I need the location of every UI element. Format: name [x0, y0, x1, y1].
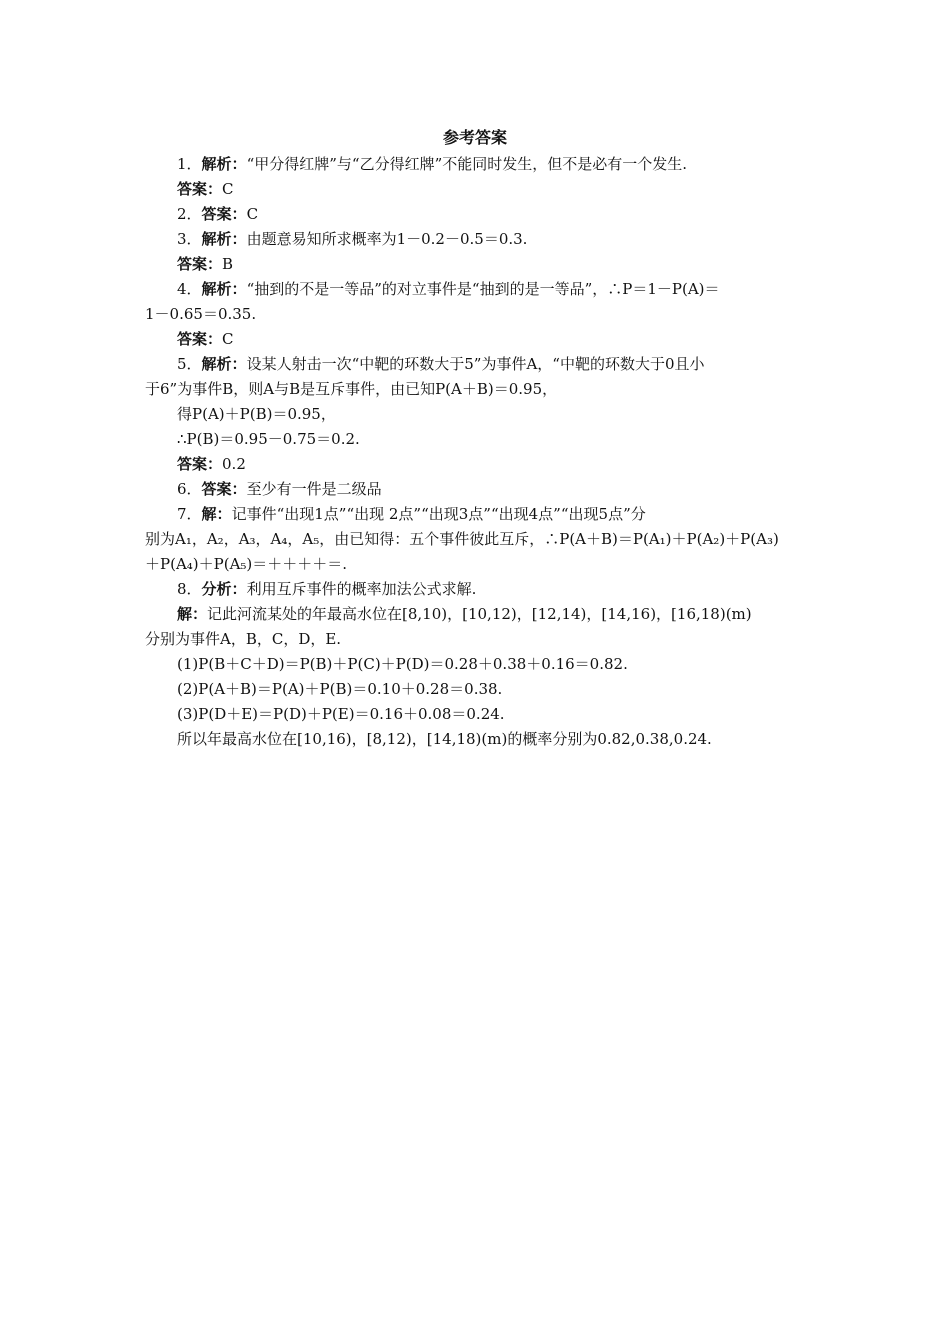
item-label: 答案： — [177, 255, 223, 273]
item-text: 于6”为事件B，则A与B是互斥事件，由已知P(A＋B)＝0.95， — [145, 380, 558, 398]
item-text: 别为A₁，A₂，A₃，A₄，A₅，由已知得：五个事件彼此互斥，∴P(A＋B)＝P(A₁)＋P(A₂)＋P(A₃) — [145, 530, 779, 548]
answer-7-solution-cont — [145, 527, 813, 552]
item-label: 答案： — [201, 480, 247, 498]
item-label: 解析： — [201, 230, 247, 248]
item-number: 2． — [177, 205, 202, 223]
item-text: C — [246, 205, 259, 223]
item-text: 利用互斥事件的概率加法公式求解. — [246, 580, 477, 598]
answer-6-answer — [145, 477, 813, 502]
item-number: 3． — [177, 230, 202, 248]
item-label: 解析： — [201, 355, 247, 373]
answer-7-solution-cont — [145, 552, 813, 577]
item-number: 1． — [177, 155, 202, 173]
item-text: ＋P(A₄)＋P(A₅)＝＋＋＋＋＝. — [145, 555, 348, 573]
answer-5-step — [145, 402, 813, 427]
answer-4-answer — [145, 327, 813, 352]
item-text: 记此河流某处的年最高水位在[8,10)，[10,12)，[12,14)，[14,16)，[16,18)(m) — [207, 605, 752, 623]
item-label: 答案： — [201, 205, 247, 223]
answer-3-answer — [145, 252, 813, 277]
item-text: C — [222, 180, 234, 198]
answer-4-analysis — [145, 277, 813, 302]
item-text: ∴P(B)＝0.95－0.75＝0.2. — [177, 430, 360, 448]
item-label: 解析： — [201, 280, 247, 298]
item-label: 答案： — [177, 455, 223, 473]
item-text: C — [222, 330, 234, 348]
answer-5-analysis-cont — [145, 377, 813, 402]
item-label: 答案： — [177, 330, 223, 348]
item-number: 6． — [177, 480, 202, 498]
item-text: 分别为事件A，B，C，D，E. — [145, 630, 342, 648]
item-number: 8． — [177, 580, 202, 598]
item-number: 4． — [177, 280, 202, 298]
answer-5-analysis — [145, 352, 813, 377]
answer-8-part-1 — [145, 652, 813, 677]
answer-8-part-2 — [145, 677, 813, 702]
item-text: “抽到的不是一等品”的对立事件是“抽到的是一等品”，∴P＝1－P(A)＝ — [246, 280, 720, 298]
item-label: 解析： — [201, 155, 247, 173]
item-text: 设某人射击一次“中靶的环数大于5”为事件A，“中靶的环数大于0且小 — [246, 355, 705, 373]
item-label: 解： — [177, 605, 208, 623]
item-text: 所以年最高水位在[10,16)，[8,12)，[14,18)(m)的概率分别为0.82,0.38,0.24. — [177, 730, 712, 748]
answer-5-step — [145, 427, 813, 452]
item-text: 由题意易知所求概率为1－0.2－0.5＝0.3. — [246, 230, 528, 248]
answer-8-solution — [145, 602, 813, 627]
answer-8-solution-cont — [145, 627, 813, 652]
item-number: 5． — [177, 355, 202, 373]
item-text: 至少有一件是二级品 — [246, 480, 382, 498]
answer-4-analysis-cont — [145, 302, 813, 327]
page-title: 参考答案 — [442, 128, 507, 147]
item-text: 0.2 — [222, 455, 246, 473]
item-number: 7． — [177, 505, 202, 523]
answer-8-analysis — [145, 577, 813, 602]
item-text: (1)P(B＋C＋D)＝P(B)＋P(C)＋P(D)＝0.28＋0.38＋0.16＝0.82. — [177, 655, 628, 673]
item-text: 1－0.65＝0.35. — [145, 305, 257, 323]
answer-5-answer — [145, 452, 813, 477]
answer-7-solution — [145, 502, 813, 527]
answer-3-analysis — [145, 227, 813, 252]
answer-8-conclusion — [145, 727, 813, 752]
item-text: B — [222, 255, 234, 273]
answer-8-part-3 — [145, 702, 813, 727]
item-label: 解： — [201, 505, 232, 523]
item-text: (2)P(A＋B)＝P(A)＋P(B)＝0.10＋0.28＝0.38. — [177, 680, 503, 698]
answer-1-answer — [145, 177, 813, 202]
answer-2-answer — [145, 202, 813, 227]
item-label: 答案： — [177, 180, 223, 198]
answer-1-analysis — [145, 152, 813, 177]
item-text: “甲分得红牌”与“乙分得红牌”不能同时发生，但不是必有一个发生. — [246, 155, 688, 173]
item-text: (3)P(D＋E)＝P(D)＋P(E)＝0.16＋0.08＝0.24. — [177, 705, 505, 723]
item-text: 记事件“出现1点”“出现 2点”“出现3点”“出现4点”“出现5点”分 — [231, 505, 646, 523]
answer-body — [145, 152, 813, 752]
item-text: 得P(A)＋P(B)＝0.95， — [177, 405, 336, 423]
item-label: 分析： — [201, 580, 247, 598]
